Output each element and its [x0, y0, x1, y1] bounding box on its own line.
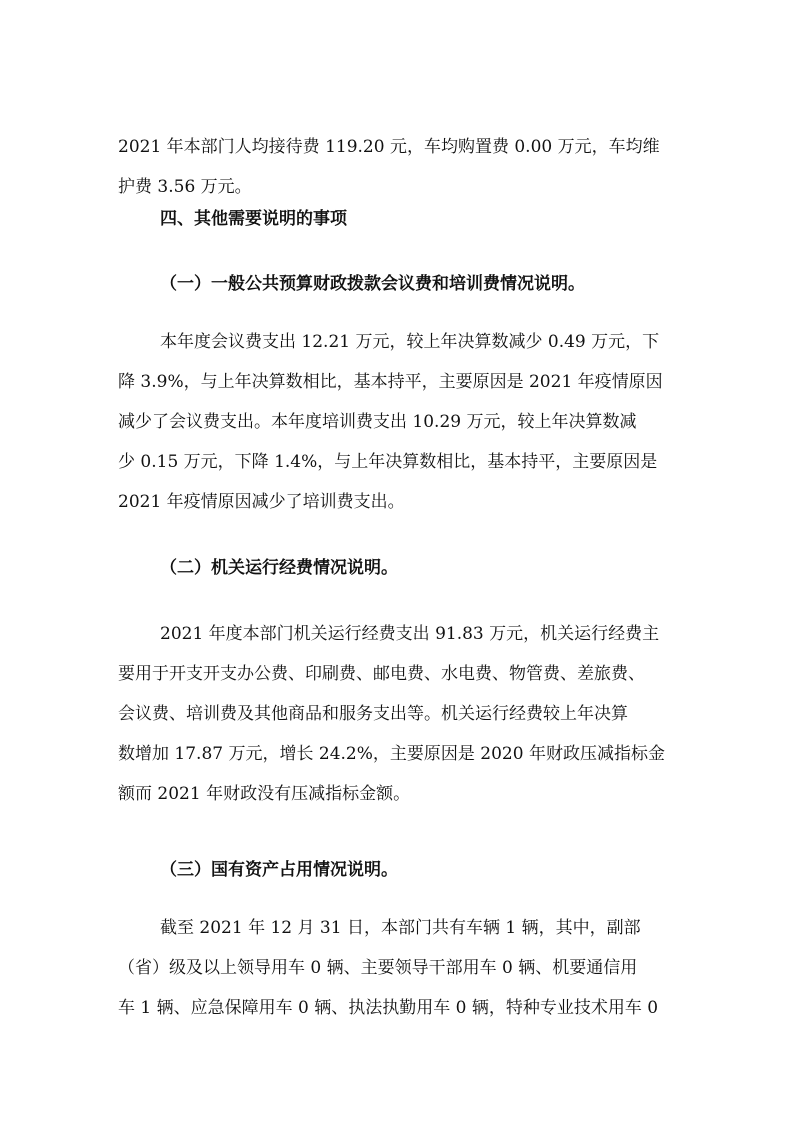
paragraph-line: 车 1 辆、应急保障用车 0 辆、执法执勤用车 0 辆，特种专业技术用车 0 — [118, 998, 659, 1018]
paragraph-line: 2021 年本部门人均接待费 119.20 元，车均购置费 0.00 万元，车均维 — [118, 137, 660, 157]
paragraph-line: 护费 3.56 万元。 — [118, 177, 252, 197]
paragraph-line: 减少了会议费支出。本年度培训费支出 10.29 万元，较上年决算数减 — [118, 412, 637, 432]
paragraph-line: 本年度会议费支出 12.21 万元，较上年决算数减少 0.49 万元，下 — [160, 332, 660, 352]
paragraph-line: 要用于开支开支办公费、印刷费、邮电费、水电费、物管费、差旅费、 — [118, 664, 645, 684]
subsection-heading: （一）一般公共预算财政拨款会议费和培训费情况说明。 — [160, 274, 585, 294]
section-heading: 四、其他需要说明的事项 — [160, 209, 347, 229]
paragraph-line: 降 3.9%，与上年决算数相比，基本持平，主要原因是 2021 年疫情原因 — [118, 372, 663, 392]
subsection-heading: （二）机关运行经费情况说明。 — [160, 558, 398, 578]
paragraph-line: （省）级及以上领导用车 0 辆、主要领导干部用车 0 辆、机要通信用 — [118, 958, 638, 978]
paragraph-line: 额而 2021 年财政没有压减指标金额。 — [118, 784, 411, 804]
paragraph-line: 会议费、培训费及其他商品和服务支出等。机关运行经费较上年决算 — [118, 704, 628, 724]
paragraph-line: 少 0.15 万元，下降 1.4%，与上年决算数相比，基本持平，主要原因是 — [118, 452, 658, 472]
paragraph-line: 截至 2021 年 12 月 31 日，本部门共有车辆 1 辆，其中，副部 — [160, 918, 641, 938]
paragraph-line: 2021 年度本部门机关运行经费支出 91.83 万元，机关运行经费主 — [160, 624, 660, 644]
paragraph-line: 数增加 17.87 万元，增长 24.2%，主要原因是 2020 年财政压减指标金 — [118, 744, 665, 764]
paragraph-line: 2021 年疫情原因减少了培训费支出。 — [118, 492, 405, 512]
subsection-heading: （三）国有资产占用情况说明。 — [160, 860, 398, 880]
